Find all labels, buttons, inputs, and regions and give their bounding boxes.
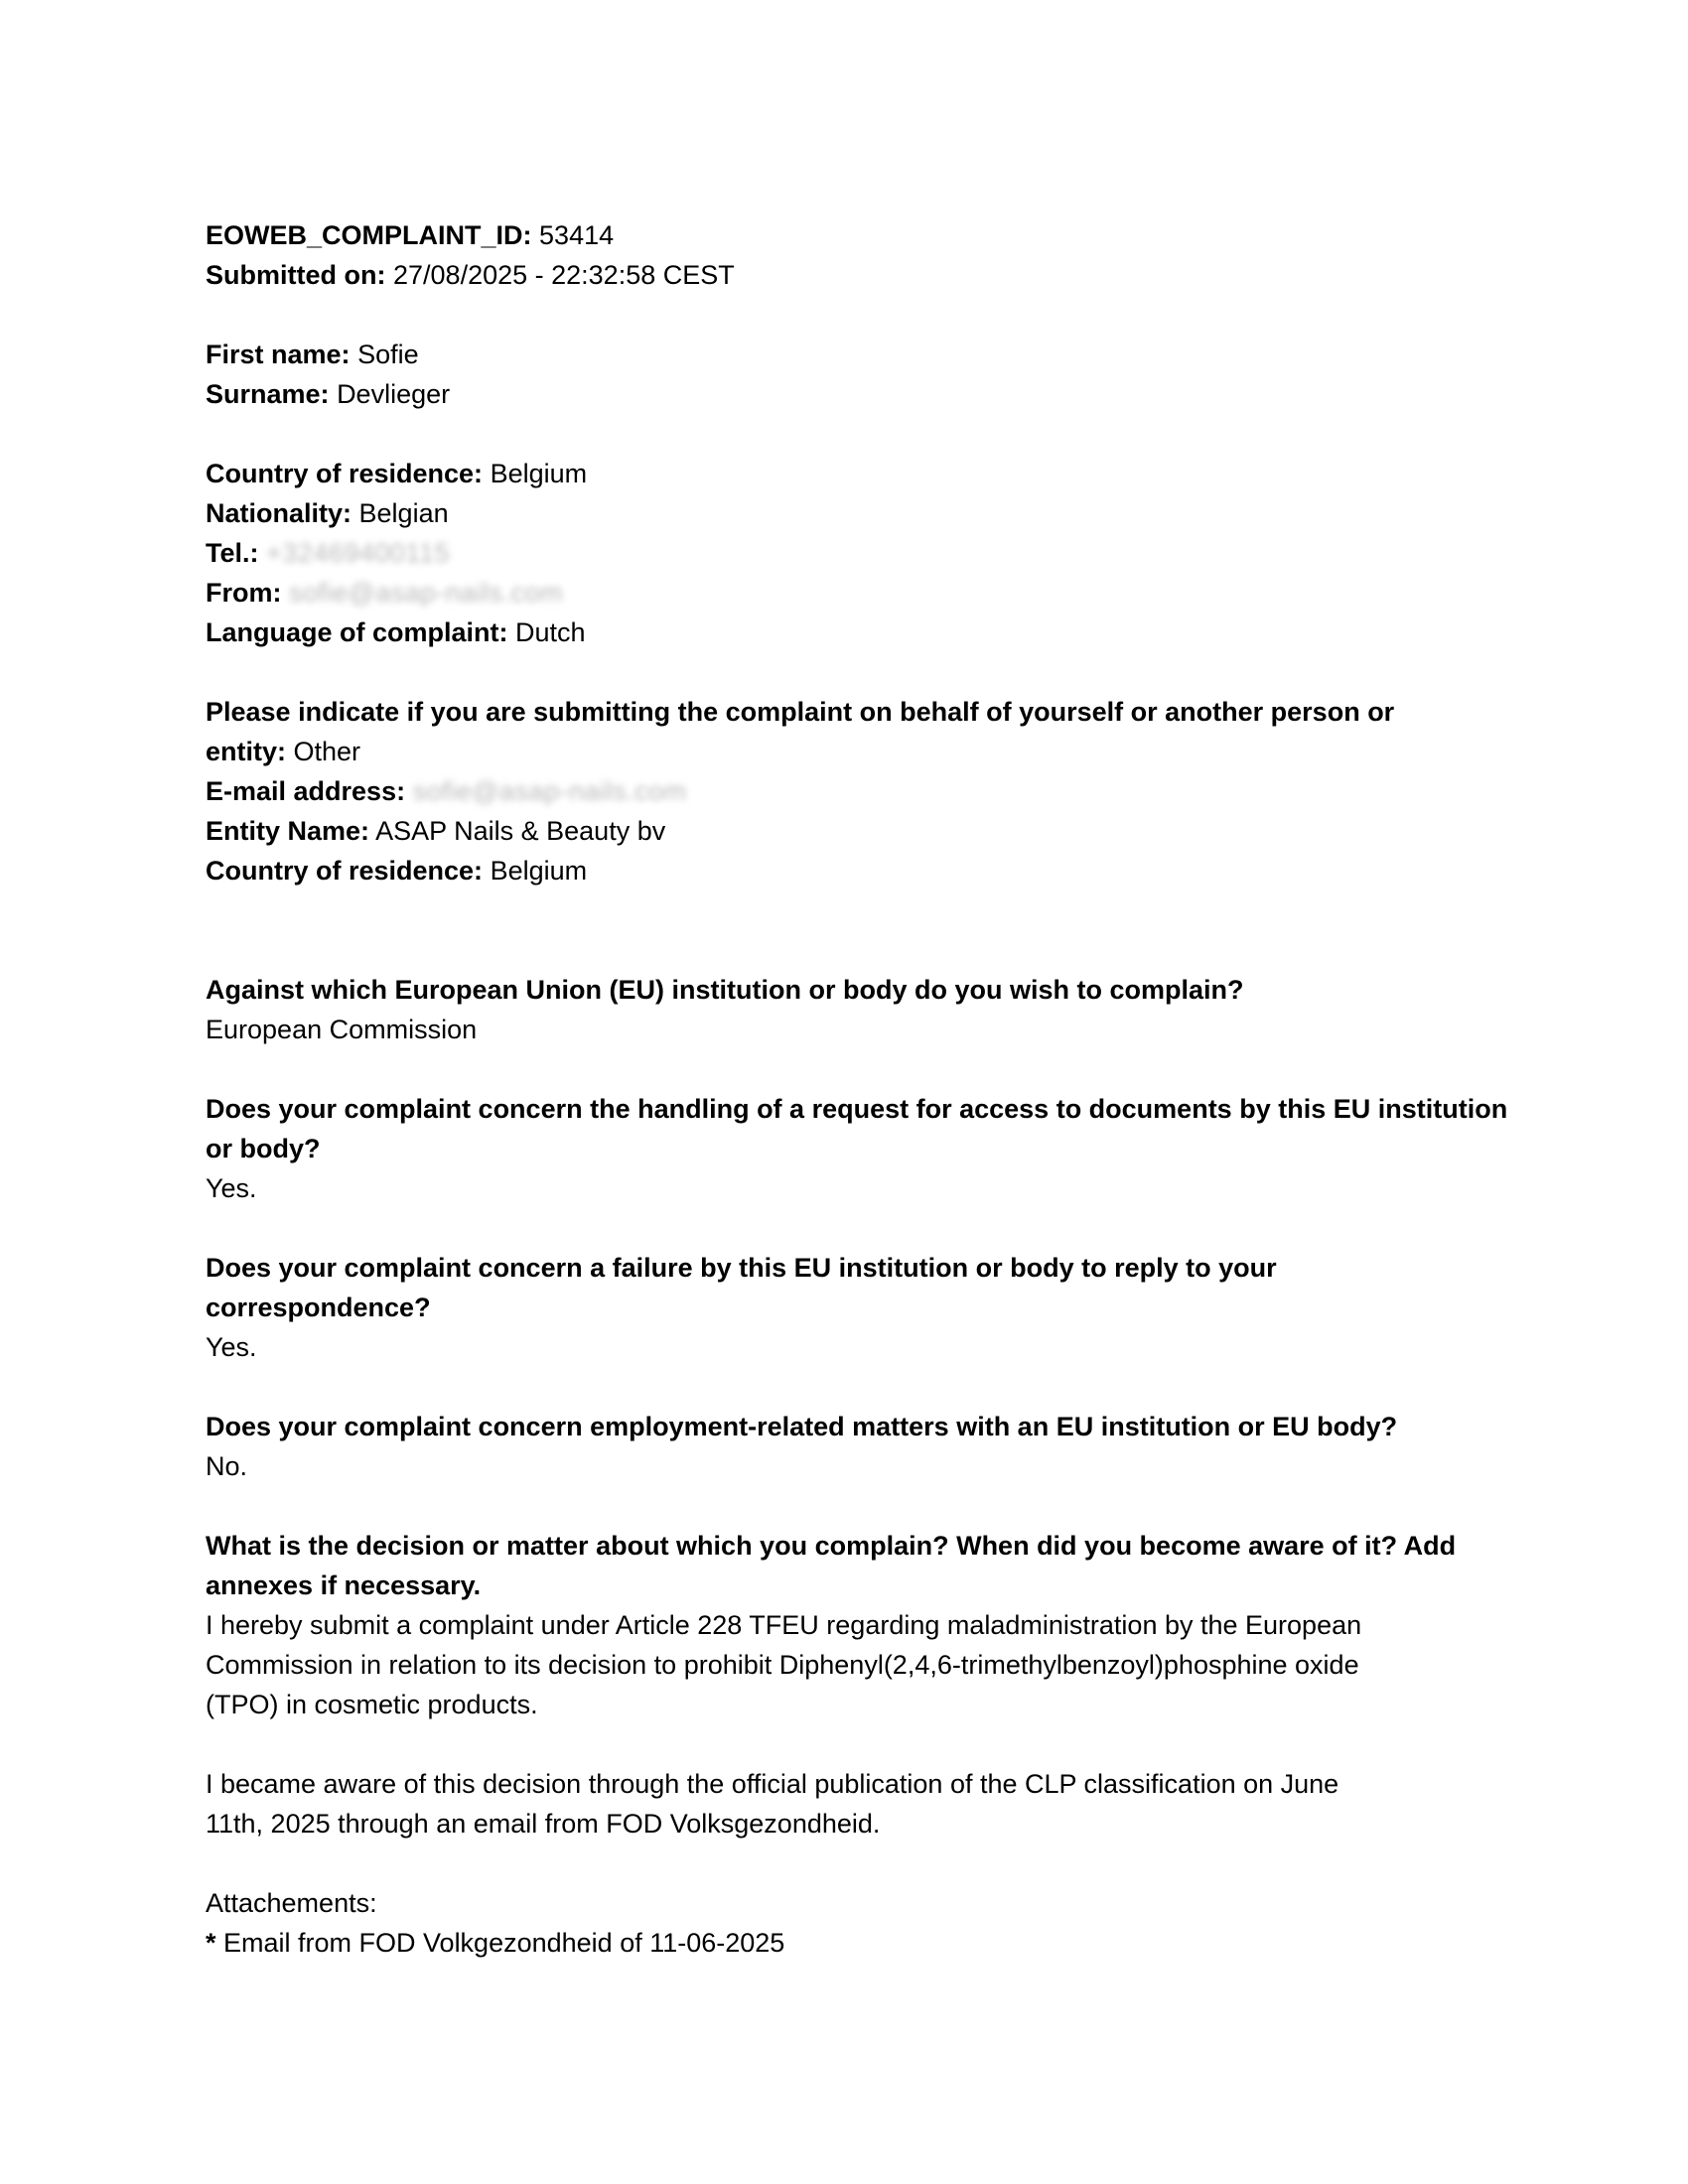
surname-label: Surname: [206,379,330,409]
submitted-line [206,255,735,295]
submitted-value: 27/08/2025 - 22:32:58 CEST [393,260,735,290]
attachment-item [206,1923,784,1963]
tel-redacted-value: +32469400115 [266,538,450,568]
attachments-label: Attachements: [206,1888,377,1918]
question-employment: Does your complaint concern employment-related matters with an EU institution or EU body? [206,1412,1398,1441]
first-name-value: Sofie [357,340,419,369]
surname-value: Devlieger [337,379,451,409]
entity-country-line [206,851,587,890]
nationality-label: Nationality: [206,498,352,528]
language-line [206,613,586,652]
answer-institution: European Commission [206,1015,478,1044]
question-reply-line1: Does your complaint concern a failure by this EU institution or body to reply to your [206,1253,1277,1283]
language-value: Dutch [515,617,586,647]
entity-label: Entity Name: [206,816,370,846]
complaint-id-value: 53414 [539,220,615,250]
from-line [206,573,563,613]
answer-documents: Yes. [206,1173,257,1203]
question-decision-line2: annexes if necessary. [206,1570,482,1600]
country-value: Belgium [490,459,588,488]
entity-line [206,811,665,851]
question-documents-line2: or body? [206,1134,321,1163]
question-reply-line2: correspondence? [206,1293,431,1322]
behalf-answer: Other [293,737,361,766]
decision-para2-line2: 11th, 2025 through an email from FOD Volksgezondheid. [206,1809,881,1839]
complaint-id-label: EOWEB_COMPLAINT_ID: [206,220,532,250]
nationality-value: Belgian [358,498,449,528]
surname-line [206,374,450,414]
answer-reply: Yes. [206,1332,257,1362]
entity-value: ASAP Nails & Beauty bv [375,816,666,846]
decision-para1-line3: (TPO) in cosmetic products. [206,1690,538,1719]
attachment-text: Email from FOD Volkgezondheid of 11-06-2025 [215,1928,785,1958]
email-label: E-mail address: [206,776,406,806]
attachment-bullet: * [206,1928,216,1958]
question-decision-line1: What is the decision or matter about which you complain? When did you become aware of it? Add [206,1531,1457,1561]
first-name-line [206,335,419,374]
question-institution: Against which European Union (EU) institution or body do you wish to complain? [206,975,1244,1005]
entity-country-value: Belgium [490,856,588,886]
tel-label: Tel.: [206,538,259,568]
from-label: From: [206,578,282,608]
question-documents-line1: Does your complaint concern the handling of a request for access to documents by this EU institution [206,1094,1508,1124]
decision-para1-line1: I hereby submit a complaint under Article 228 TFEU regarding maladministration by the European [206,1610,1362,1640]
country-label: Country of residence: [206,459,484,488]
behalf-question-label: entity: [206,737,286,766]
entity-country-label: Country of residence: [206,856,484,886]
tel-line [206,533,450,573]
decision-para1-line2: Commission in relation to its decision to prohibit Diphenyl(2,4,6-trimethylbenzoyl)phosphine oxide [206,1650,1359,1680]
decision-para2-line1: I became aware of this decision through the official publication of the CLP classification on June [206,1769,1339,1799]
country-line [206,454,587,493]
nationality-line [206,493,449,533]
submitted-label: Submitted on: [206,260,386,290]
behalf-question-line2 [206,732,360,771]
email-line [206,771,687,811]
first-name-label: First name: [206,340,351,369]
behalf-question-line1: Please indicate if you are submitting the complaint on behalf of yourself or another person or [206,697,1395,727]
complaint-id-line [206,215,614,255]
language-label: Language of complaint: [206,617,508,647]
email-redacted-value: sofie@asap-nails.com [412,776,687,806]
from-redacted-value: sofie@asap-nails.com [289,578,564,608]
answer-employment: No. [206,1451,248,1481]
